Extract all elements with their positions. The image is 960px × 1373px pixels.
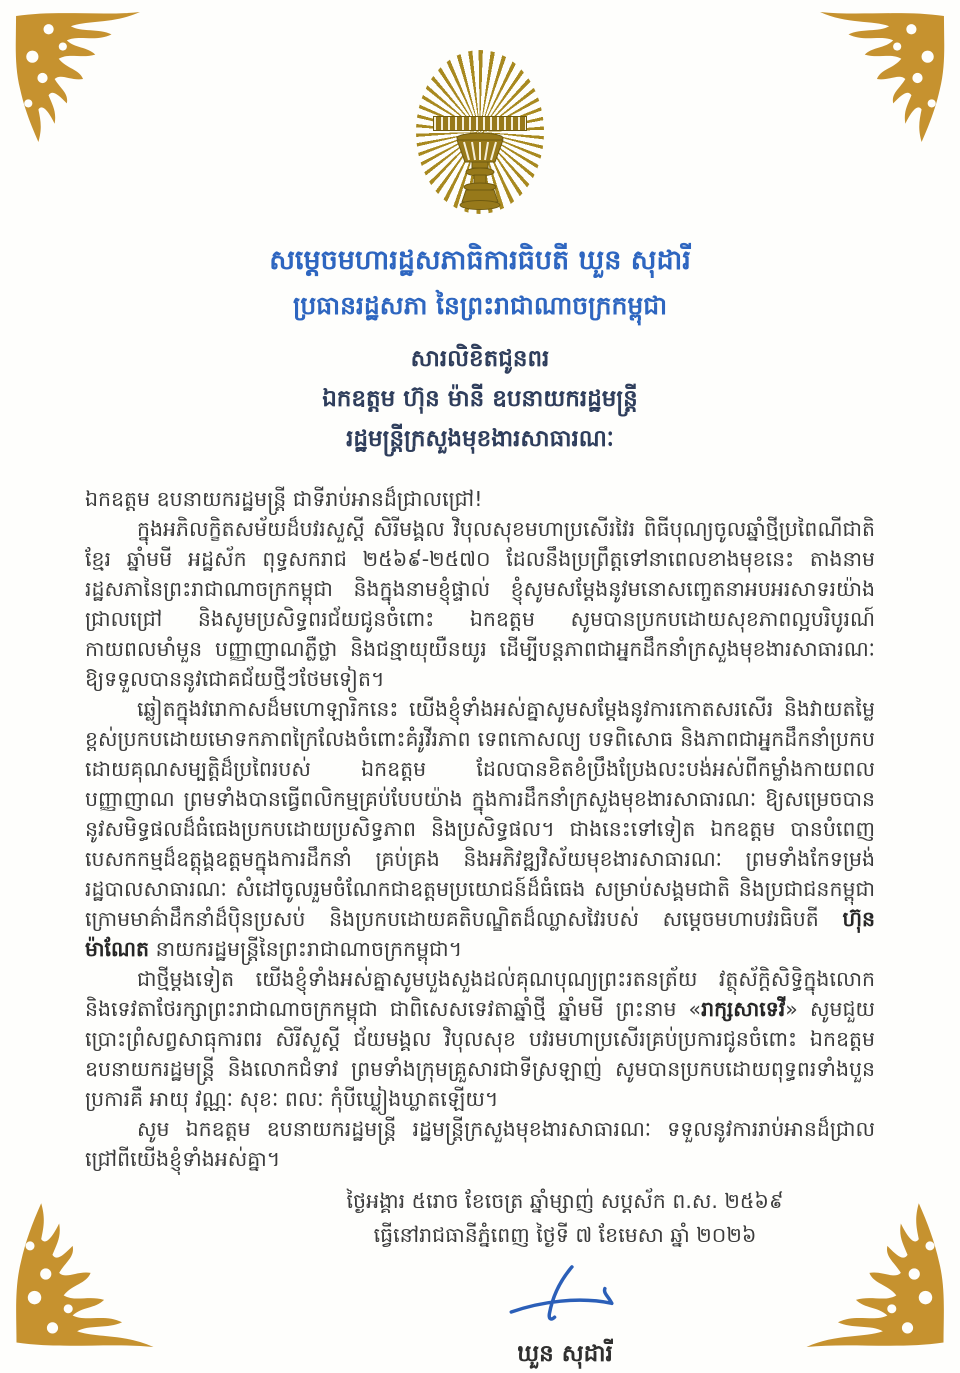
lunar-date-line: ថ្ងៃអង្គារ ៥រោច ខែចេត្រ ឆ្នាំម្សាញ់ សប្តស័ក ព.ស. ២៥៦៩	[346, 1189, 784, 1213]
emblem-urn-icon	[445, 130, 515, 226]
sender-title-line2: ប្រធានរដ្ឋសភា នៃព្រះរាជាណាចក្រកម្ពុជា	[292, 291, 668, 320]
paragraph-2-text: ឆ្លៀតក្នុងវរោកាសដ៏មហោឡារិកនេះ យើងខ្ញុំទាំងអស់គ្នាសូមសម្តែងនូវការកោតសរសើរ និងវាយតម្លៃខ្ពស់ប្រកបដោយមោទកភាពក្រៃលែងចំពោះគំរូវីរភាព ទេពកោសល្យ បទពិសោធ និងភាពជាអ្នកដឹកនាំប្រកបដោយគុណសម្បត្តិដ៏ប្រពៃរបស់ ឯកឧត្តម ដែលបានខិតខំប្រឹងប្រែងលះបង់អស់ពីកម្លាំងកាយពល បញ្ញាញាណ ព្រមទាំងបានធ្វើពលិកម្មគ្រប់បែបយ៉ាង ក្នុងការដឹកនាំក្រសួងមុខងារសាធារណៈ ឱ្យសម្រេចបាននូវសមិទ្ធផលដ៏ធំធេងប្រកបដោយប្រសិទ្ធភាព និងប្រសិទ្ធផល។ ជាងនេះទៅទៀត ឯកឧត្តម បានបំពេញបេសកកម្មដ៏ឧត្តុង្គឧត្តមក្នុងការដឹកនាំ គ្រប់គ្រង និងអភិវឌ្ឍវិស័យមុខងារសាធារណៈ ព្រមទាំងកែទម្រង់រដ្ឋបាលសាធារណៈ សំដៅចូលរួមចំណែកជាឧត្តមប្រយោជន៍ដ៏ធំធេង សម្រាប់សង្គមជាតិ និងប្រជាជនកម្ពុជា ក្រោមមាគ៌ាដឹកនាំដ៏ប៉ិនប្រសប់ និងប្រកបដោយគតិបណ្ឌិតដ៏ឈ្លាសវៃរបស់ សម្តេចមហាបវរធិបតី	[85, 697, 875, 931]
salutation: ឯកឧត្តម ឧបនាយករដ្ឋមន្ត្រី ជាទីរាប់អានដ៏ជ្រាលជ្រៅ!	[85, 487, 483, 511]
paragraph-2-tail: នាយករដ្ឋមន្ត្រីនៃព្រះរាជាណាចក្រកម្ពុជា។	[149, 937, 463, 961]
national-assembly-emblem-icon	[405, 50, 555, 228]
paragraph-3-tail: » សូមជួយប្រោះព្រំសព្វសាធុការពរ សិរីសួស្តី ជ័យមង្គល វិបុលសុខ បវរមហាប្រសើរគ្រប់ប្រការជូនចំពោះ ឯកឧត្តម ឧបនាយករដ្ឋមន្ត្រី និងលោកជំទាវ ព្រមទាំងក្រុមគ្រួសារជាទីស្រឡាញ់ សូមបានប្រកបដោយពុទ្ធពរទាំងបួនប្រការគឺ អាយុ វណ្ណៈ សុខៈ ពលៈ កុំបីឃ្លៀងឃ្លាតឡើយ។	[85, 997, 876, 1111]
gregorian-date-line: ធ្វើនៅរាជធានីភ្នំពេញ ថ្ងៃទី ៧ ខែមេសា ឆ្នាំ ២០២៦	[373, 1223, 757, 1247]
signature-block	[460, 1260, 670, 1373]
paragraph-3-text: ជាថ្មីម្តងទៀត យើងខ្ញុំទាំងអស់គ្នាសូមបួងសួងដល់គុណបុណ្យព្រះរតនត្រ័យ វត្ថុស័ក្តិសិទ្ធិក្នុងលោក និងទេវតាថែរក្សាព្រះរាជាណាចក្រកម្ពុជា ជាពិសេសទេវតាឆ្នាំថ្មី ឆ្នាំមមី ព្រះនាម «	[85, 967, 875, 1021]
paragraph-3	[85, 964, 875, 1114]
dateline	[295, 1184, 835, 1252]
paragraph-2	[85, 694, 875, 964]
paragraph-1: ក្នុងអភិលក្ខិតសម័យដ៏បវរសួស្តី សិរីមង្គល វិបុលសុខមហាប្រសើរវៃរ ពិធីបុណ្យចូលឆ្នាំថ្មីប្រពៃណីជាតិខ្មែរ ឆ្នាំមមី អដ្ឋស័ក ពុទ្ធសករាជ ២៥៦៩-២៥៧០ ដែលនឹងប្រព្រឹត្តទៅនាពេលខាងមុខនេះ តាងនាមរដ្ឋសភានៃព្រះរាជាណាចក្រកម្ពុជា និងក្នុងនាមខ្ញុំផ្ទាល់ ខ្ញុំសូមសម្តែងនូវមនោសញ្ចេតនាអបអរសាទរយ៉ាងជ្រាលជ្រៅ និងសូមប្រសិទ្ធពរជ័យជូនចំពោះ ឯកឧត្តម សូមបានប្រកបដោយសុខភាពល្អបរិបូរណ៍ កាយពលមាំមួន បញ្ញាញាណភ្លឺថ្លា និងជន្មាយុយឺនយូរ ដើម្បីបន្តភាពជាអ្នកដឹកនាំក្រសួងមុខងារសាធារណៈ ឱ្យទទួលបាននូវជោគជ័យថ្មីៗថែមទៀត។	[85, 517, 875, 691]
addressee-title-line: រដ្ឋមន្ត្រីក្រសួងមុខងារសាធារណៈ	[346, 426, 614, 452]
paragraph-4-closing: សូម ឯកឧត្តម ឧបនាយករដ្ឋមន្ត្រី រដ្ឋមន្ត្រីក្រសួងមុខងារសាធារណៈ ទទួលនូវការរាប់អានដ៏ជ្រាលជ្រៅពីយើងខ្ញុំទាំងអស់គ្នា។	[85, 1117, 875, 1171]
addressee-name-line: ឯកឧត្តម ហ៊ុន ម៉ានី ឧបនាយករដ្ឋមន្ត្រី	[322, 386, 638, 412]
letter-subject: សារលិខិតជូនពរ	[410, 346, 550, 372]
new-year-angel-name-bold: រាក្សសាទេវី	[701, 997, 786, 1021]
prime-minister-name-bold: ហ៊ុន ម៉ាណែត	[85, 907, 875, 961]
emblem-inscription-band-icon	[433, 116, 527, 131]
sender-title-line1: សម្តេចមហារដ្ឋសភាធិការធិបតី ឃួន សុដារី	[269, 245, 691, 276]
signatory-name: ឃួន សុដារី	[517, 1341, 613, 1367]
handwritten-signature-icon	[485, 1260, 645, 1338]
